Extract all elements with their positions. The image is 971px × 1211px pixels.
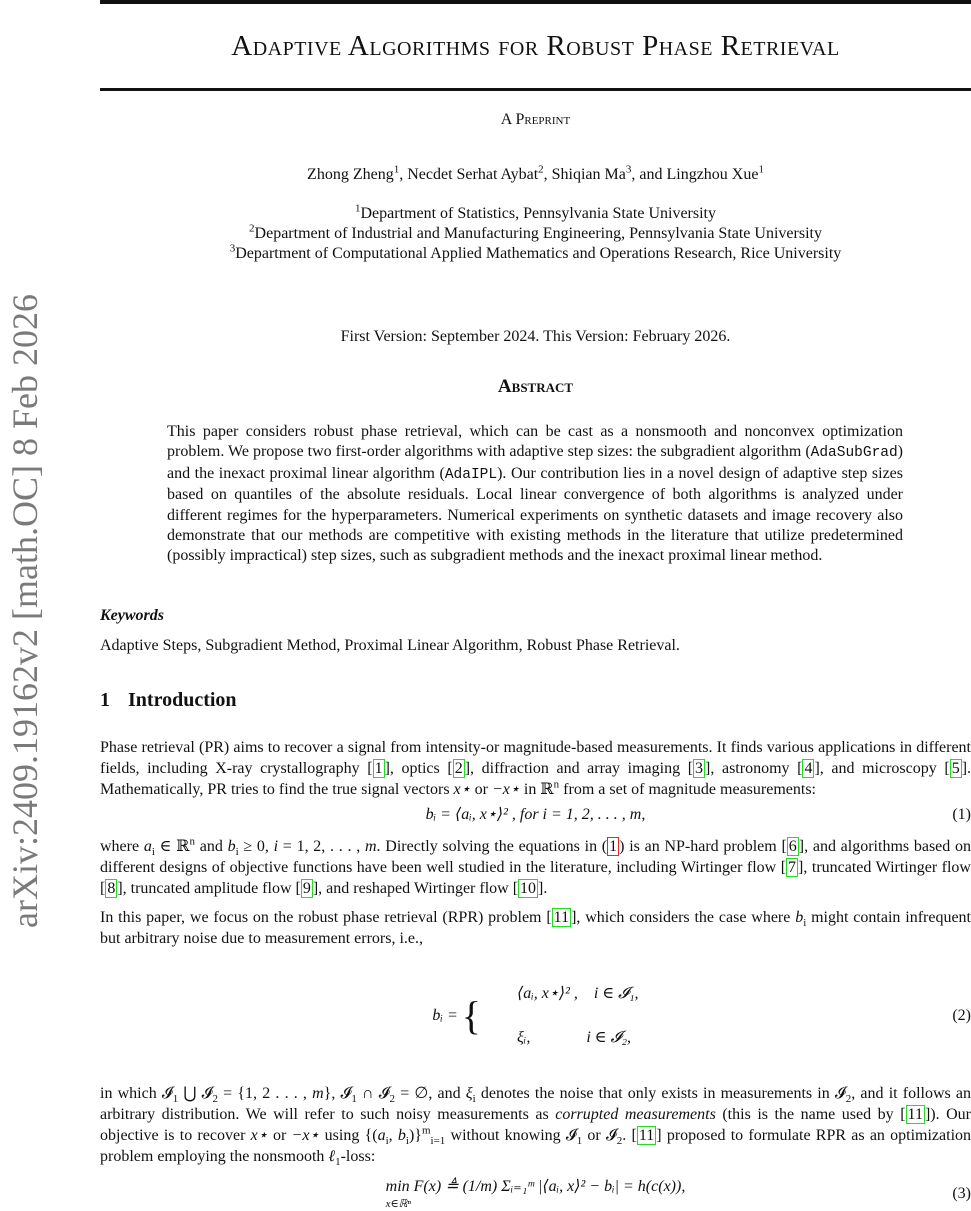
- aff-num: 2: [249, 222, 255, 235]
- citation-link[interactable]: 6: [788, 838, 797, 855]
- citation-link[interactable]: 4: [804, 760, 813, 777]
- text-run: and: [195, 838, 228, 855]
- text-run: ], and algorithms based on different designs of objective functions have been well studied in the literature, including Wirtinger flow [: [100, 838, 971, 876]
- math: m: [312, 1085, 324, 1102]
- paragraph: [100, 907, 971, 949]
- equation-2: [100, 961, 971, 1071]
- paragraph: [100, 836, 971, 899]
- text-run: . Directly solving the equations in (: [376, 838, 608, 855]
- eq-lhs: bᵢ =: [432, 1007, 458, 1024]
- text-run: ], astronomy [: [705, 760, 803, 777]
- text-run: ]). Our objective is to recover: [100, 1106, 971, 1144]
- subscript: i: [151, 846, 155, 859]
- subscript: 1: [172, 1093, 179, 1106]
- version-line: First Version: September 2024. This Version: February 2026.: [340, 328, 731, 345]
- equation-body: [432, 961, 638, 1071]
- equation-number: (1): [952, 806, 971, 823]
- text-run: . [: [622, 1127, 637, 1144]
- equation-ref-link[interactable]: 1: [609, 838, 618, 855]
- text-run: ], and reshaped Wirtinger flow [: [312, 880, 519, 897]
- title-rule: [100, 88, 971, 91]
- citation-link[interactable]: 2: [454, 760, 463, 777]
- text-run: or: [470, 781, 492, 798]
- text-run: ]. Mathematically, PR tries to find the true signal vectors: [100, 760, 971, 798]
- text-run: where: [100, 838, 144, 855]
- citation-link[interactable]: 11: [907, 1106, 923, 1123]
- text-run: ], optics [: [384, 760, 453, 777]
- text-run: ∈ ℝ: [154, 838, 190, 855]
- math: −x⋆: [291, 1127, 320, 1144]
- text-run: In this paper, we focus on the robust phase retrieval (RPR) problem [: [100, 909, 552, 926]
- subscript: 2: [212, 1093, 219, 1106]
- text-run: ], and microscopy [: [814, 760, 950, 777]
- preprint-label: A Preprint: [500, 111, 571, 128]
- abstract-part: This paper considers robust phase retrieval, which can be cast as a nonsmooth and nonconvex optimization problem. We propose two first-order algorithms with adaptive step sizes: the subgradient algorithm (: [167, 423, 903, 461]
- text-run: from a set of magnitude measurements:: [559, 781, 816, 798]
- text-run: = 1, 2, . . . ,: [278, 838, 365, 855]
- text-run: without knowing 𝓘: [445, 1127, 577, 1144]
- authors: Zhong Zheng$^1$, Necdet Serhat Aybat$^2$, Shiqian Ma$^3$, and Lingzhou Xue$^1$: [307, 163, 764, 183]
- subscript: 2: [616, 1135, 623, 1148]
- abstract-heading: Abstract: [497, 376, 574, 397]
- subscript: i: [405, 1135, 409, 1148]
- text-run: using {(: [319, 1127, 378, 1144]
- subscript: i: [803, 917, 807, 930]
- aff-text: Department of Computational Applied Mathematics and Operations Research, Rice University: [235, 245, 842, 262]
- text-run: ], which considers the case where: [571, 909, 796, 926]
- citation-link[interactable]: 5: [951, 760, 960, 777]
- introduction-body: [100, 737, 971, 1211]
- text-run: ], truncated amplitude flow [: [117, 880, 301, 897]
- text-run: )}: [408, 1127, 422, 1144]
- paragraph: [100, 1083, 971, 1167]
- subscript: i=1: [430, 1135, 446, 1148]
- text-run: in which 𝓘: [100, 1085, 173, 1102]
- text-run: , and it follows an arbitrary distribution. We will refer to such noisy measurements as: [100, 1085, 971, 1123]
- text-run: might contain infrequent but arbitrary noise due to measurement errors, i.e.,: [100, 909, 971, 947]
- citation-link[interactable]: 10: [520, 880, 537, 897]
- subscript: i: [472, 1093, 476, 1106]
- superscript: n: [189, 835, 195, 848]
- citation-link[interactable]: 11: [638, 1127, 655, 1144]
- citation-link[interactable]: 9: [302, 880, 311, 897]
- author-aff: 1: [393, 163, 400, 176]
- math: x⋆: [453, 781, 471, 798]
- math: i: [273, 838, 279, 855]
- text-run: ,: [388, 1127, 398, 1144]
- text-run: -loss:: [340, 1148, 376, 1165]
- arxiv-stamp: arXiv:2409.19162v2 [math.OC] 8 Feb 2026: [5, 294, 45, 928]
- algorithm-name: AdaSubGrad: [810, 445, 898, 462]
- math: b: [397, 1127, 406, 1144]
- author: Lingzhou Xue: [666, 166, 759, 183]
- citation-link[interactable]: 7: [788, 859, 797, 876]
- section-heading: [100, 689, 237, 712]
- superscript: n: [553, 778, 560, 791]
- section-title: Introduction: [128, 689, 237, 711]
- math: ℓ: [328, 1148, 336, 1165]
- author-aff: 1: [758, 163, 764, 176]
- text-run: = {1, 2 . . . ,: [218, 1085, 313, 1102]
- keywords-text: Adaptive Steps, Subgradient Method, Proximal Linear Algorithm, Robust Phase Retrieval.: [100, 637, 680, 654]
- text-run: = ∅, and: [395, 1085, 466, 1102]
- subscript: i: [235, 846, 239, 859]
- math: −x⋆: [492, 781, 520, 798]
- abstract-part: ). Our contribution lies in a novel design of adaptive step sizes based on quantiles of the absolute residuals. Local linear convergence of both algorithms is analyzed under different regimes for the hyperparameters. Numerical experiments on synthetic datasets and image recovery also demonstrate that our methods are competitive with existing methods in the literature that utilize predetermined (possibly impractical) step sizes, such as subgradient methods and the inexact proximal linear method.: [167, 464, 903, 565]
- equation-number: (3): [952, 1185, 971, 1202]
- subscript: 2: [389, 1093, 396, 1106]
- section-number: 1: [100, 689, 110, 711]
- algorithm-name: AdaIPL: [444, 466, 498, 483]
- math: x⋆: [250, 1127, 268, 1144]
- citation-link[interactable]: 1: [374, 760, 383, 777]
- equation-3: [100, 1177, 971, 1211]
- eq-text: min F(x) ≜ (1/m) Σᵢ₌₁ᵐ |⟨aᵢ, x⟩² − bᵢ| = h(c(x)),: [385, 1178, 686, 1195]
- text-run: denotes the noise that only exists in measurements in 𝓘: [475, 1085, 846, 1102]
- affiliation: [100, 202, 971, 223]
- affiliation: [100, 222, 971, 243]
- paper-title: Adaptive Algorithms for Robust Phase Retrieval: [231, 30, 840, 62]
- text-run: (this is the name used by [: [715, 1106, 906, 1123]
- aff-num: 1: [355, 202, 361, 215]
- aff-text: Department of Statistics, Pennsylvania State University: [360, 205, 716, 222]
- emphasis: corrupted measurements: [555, 1106, 716, 1123]
- text-run: ⋃ 𝓘: [178, 1085, 213, 1102]
- subscript: 1: [576, 1135, 583, 1148]
- equation-body: [386, 1177, 686, 1211]
- math: a: [143, 838, 152, 855]
- equation-1: [100, 804, 971, 826]
- text-run: or 𝓘: [582, 1127, 617, 1144]
- abstract-text: [167, 422, 903, 567]
- brace: {: [461, 993, 481, 1038]
- math: ξ: [465, 1085, 473, 1102]
- eq-case: ⟨aᵢ, x⋆⟩² , i ∈ 𝓘₁,: [516, 985, 639, 1002]
- keywords-heading: Keywords: [100, 607, 164, 624]
- math: m: [364, 838, 377, 855]
- author: Shiqian Ma: [551, 166, 626, 183]
- text-run: ∩ 𝓘: [356, 1085, 390, 1102]
- subscript: 1: [335, 1156, 341, 1169]
- math: b: [227, 838, 236, 855]
- subscript: 1: [351, 1093, 357, 1106]
- author-aff: 3: [625, 163, 632, 176]
- text-run: in ℝ: [519, 781, 554, 798]
- superscript: m: [421, 1124, 431, 1137]
- author: Zhong Zheng: [307, 166, 394, 183]
- eq-case: ξᵢ, i ∈ 𝓘₂,: [516, 1029, 632, 1046]
- author: Necdet Serhat Aybat: [407, 166, 539, 183]
- citation-link[interactable]: 3: [695, 760, 704, 777]
- text-run: ] proposed to formulate RPR as an optimization problem employing the nonsmooth: [100, 1127, 971, 1165]
- text-run: ], diffraction and array imaging [: [464, 760, 694, 777]
- top-rule: [100, 0, 971, 4]
- paragraph: [100, 737, 971, 800]
- subscript: i: [385, 1135, 389, 1148]
- text-run: ], truncated Wirtinger flow [: [100, 859, 971, 897]
- text-run: ) is an NP-hard problem [: [619, 838, 787, 855]
- citation-link[interactable]: 8: [107, 880, 116, 897]
- equation-body: bᵢ = ⟨aᵢ, x⋆⟩² , for i = 1, 2, . . . , m,: [425, 806, 646, 823]
- math: a: [377, 1127, 386, 1144]
- text-run: ].: [538, 880, 548, 897]
- affiliation: [100, 242, 971, 263]
- text-run: or: [267, 1127, 292, 1144]
- eq-subscript: x∈ℝⁿ: [385, 1198, 411, 1210]
- equation-number: (2): [952, 1007, 971, 1024]
- subscript: 2: [845, 1093, 852, 1106]
- abstract-part: ) and the inexact proximal linear algorithm (: [167, 443, 903, 482]
- author-aff: 2: [538, 163, 544, 176]
- aff-num: 3: [229, 242, 236, 255]
- aff-text: Department of Industrial and Manufacturing Engineering, Pennsylvania State University: [254, 225, 822, 242]
- text-run: Phase retrieval (PR) aims to recover a signal from intensity-or magnitude-based measurements. It finds various applications in different fields, including X-ray crystallography [: [100, 739, 971, 777]
- math: b: [795, 909, 804, 926]
- citation-link[interactable]: 11: [553, 909, 570, 926]
- text-run: }, 𝓘: [323, 1085, 352, 1102]
- text-run: ≥ 0,: [238, 838, 274, 855]
